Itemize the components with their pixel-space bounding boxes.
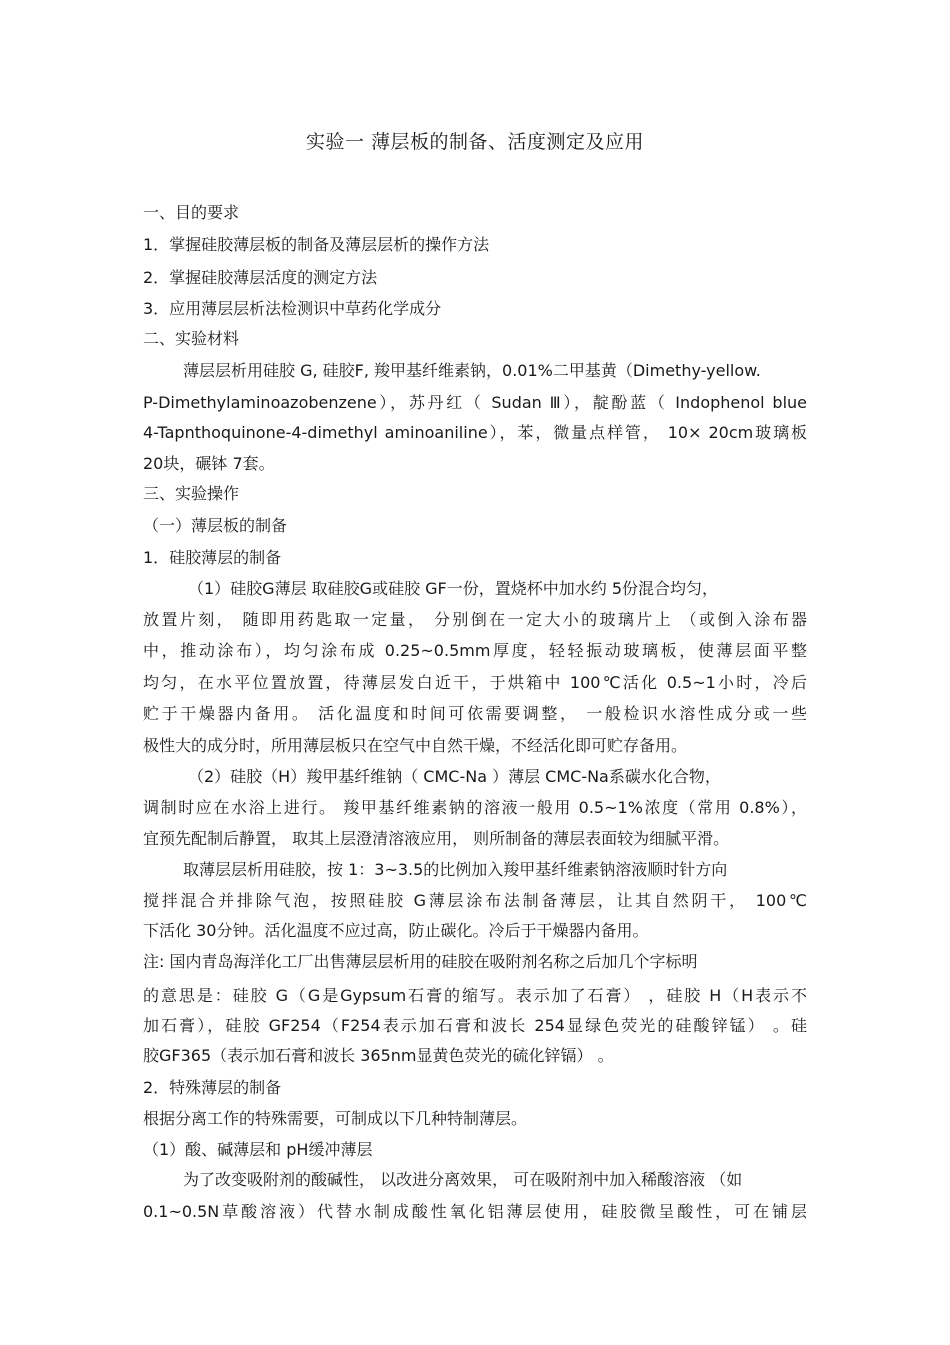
paragraph-line: （1）硅胶G薄层 取硅胶G或硅胶 GF一份，置烧杯中加水约 5份混合均匀， [188,579,719,598]
paragraph-line: 为了改变吸附剂的酸碱性， 以改进分离效果， 可在吸附剂中加入稀酸溶液 （如 [183,1170,743,1189]
list-item: 2．掌握硅胶薄层活度的测定方法 [143,268,378,287]
paragraph-line: 根据分离工作的特殊需要，可制成以下几种特制薄层。 [143,1109,528,1128]
paragraph-line: 放置片刻， 随即用药匙取一定量， 分别倒在一定大小的玻璃片上 （或倒入涂布器 [143,610,807,629]
paragraph-line: 4-Tapnthoquinone-4-dimethyl aminoaniline），苯，微量点样管， 10× 20cm玻璃板 [143,423,807,442]
section-heading-materials: 二、实验材料 [143,329,240,348]
note-line: 的意思是：硅胶 G（G是Gypsum石膏的缩写。表示加了石膏） ，硅胶 H（H表示不 [143,986,807,1005]
paragraph-line: 宜预先配制后静置， 取其上层澄清溶液应用， 则所制备的薄层表面较为细腻平滑。 [143,829,730,848]
paragraph-line: 均匀，在水平位置放置，待薄层发白近干，于烘箱中 100℃活化 0.5~1小时，冷后 [143,673,807,692]
paragraph-line: 极性大的成分时，所用薄层板只在空气中自然干燥，不经活化即可贮存备用。 [143,736,688,755]
list-item: 3．应用薄层层析法检测识中草药化学成分 [143,299,442,318]
subsection-heading: （1）酸、碱薄层和 pH缓冲薄层 [143,1140,373,1159]
paragraph-line: 搅拌混合并排除气泡，按照硅胶 G薄层涂布法制备薄层，让其自然阴干， 100℃ [143,891,807,910]
section-heading-procedure: 三、实验操作 [143,484,240,503]
paragraph-line: 取薄层层析用硅胶，按 1：3~3.5的比例加入羧甲基纤维素钠溶液顺时针方向 [183,860,728,879]
paragraph-line: P-Dimethylaminoazobenzene），苏丹红（ Sudan Ⅲ），靛酚蓝（ Indophenol blue [143,393,807,412]
paragraph-line: 调制时应在水浴上进行。 羧甲基纤维素钠的溶液一般用 0.5~1%浓度（常用 0.8%）， [143,798,807,817]
paragraph-line: 贮于干燥器内备用。 活化温度和时间可依需要调整， 一般检识水溶性成分或一些 [143,704,807,723]
list-item: 1．掌握硅胶薄层板的制备及薄层层析的操作方法 [143,235,490,254]
note-line: 注: 国内青岛海洋化工厂出售薄层层析用的硅胶在吸附剂名称之后加几个字标明 [143,952,698,971]
note-line: 胶GF365（表示加石膏和波长 365nm显黄色荧光的硫化锌镉） 。 [143,1046,614,1065]
paragraph-line: 薄层层析用硅胶 G, 硅胶F, 羧甲基纤维素钠，0.01%二甲基黄（Dimethy-yellow. [183,361,761,380]
paragraph-line: 中，推动涂布），均匀涂布成 0.25~0.5mm厚度，轻轻振动玻璃板，使薄层面平整 [143,641,807,660]
subsection-heading: （一）薄层板的制备 [143,516,288,535]
item-heading: 2．特殊薄层的制备 [143,1078,282,1097]
paragraph-line: （2）硅胶（H）羧甲基纤维钠（ CMC-Na ）薄层 CMC-Na系碳水化合物， [188,767,721,786]
paragraph-line: 下活化 30分钟。活化温度不应过高，防止碳化。冷后于干燥器内备用。 [143,921,649,940]
document-title: 实验一 薄层板的制备、活度测定及应用 [305,131,645,153]
section-heading-objectives: 一、目的要求 [143,203,240,222]
note-line: 加石膏），硅胶 GF254（F254表示加石膏和波长 254显绿色荧光的硅酸锌锰） 。硅 [143,1016,807,1035]
item-heading: 1．硅胶薄层的制备 [143,548,282,567]
paragraph-line: 20块，碾钵 7套。 [143,454,275,473]
paragraph-line: 0.1~0.5N草酸溶液）代替水制成酸性氧化铝薄层使用，硅胶微呈酸性，可在铺层 [143,1202,807,1221]
